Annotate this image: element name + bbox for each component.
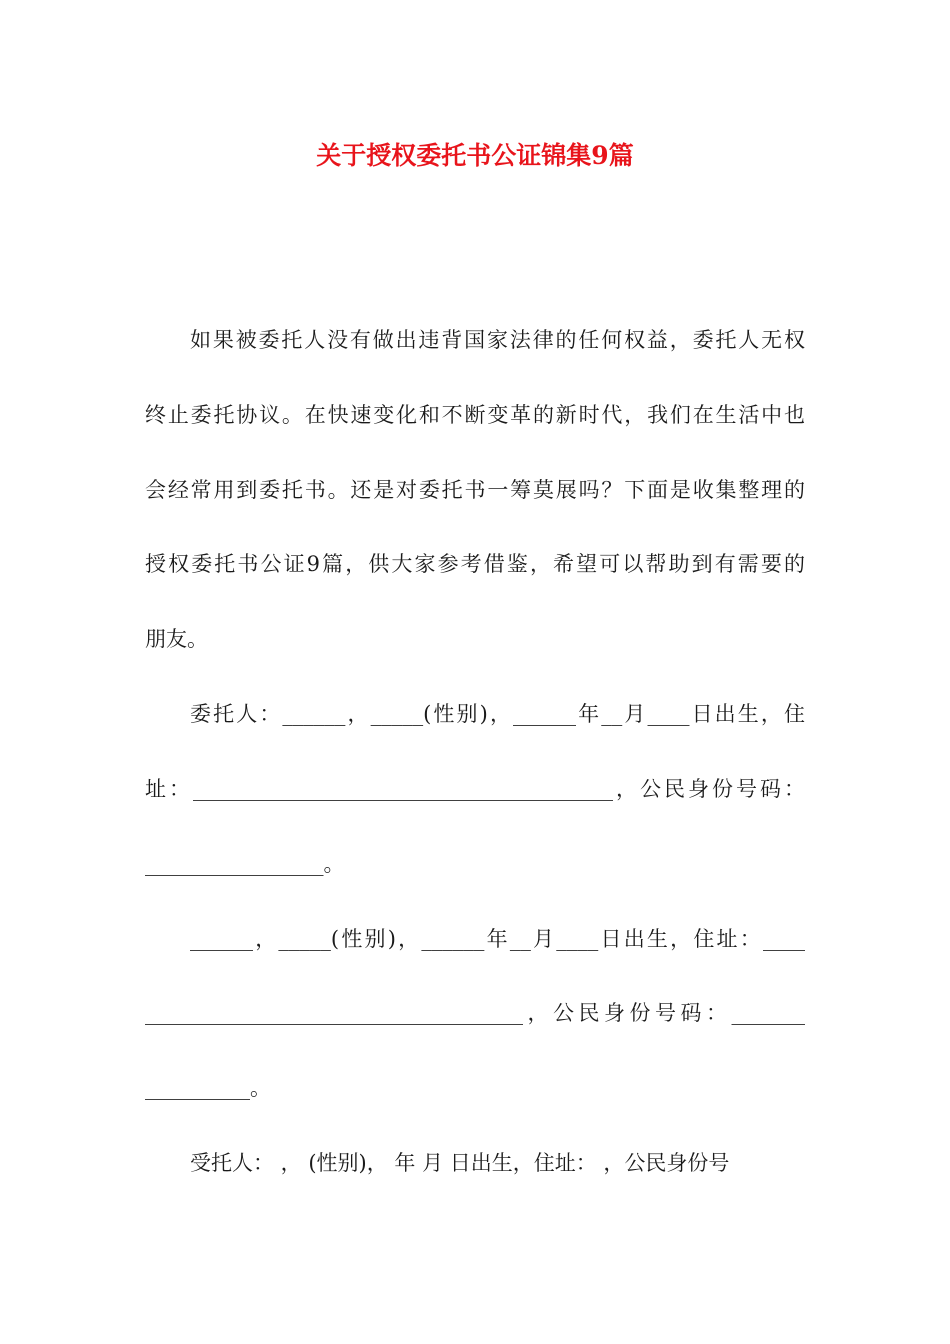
- form-line-principal-id: _________________。: [145, 852, 345, 876]
- form-line-principal: 委托人：______，_____(性别)，______年__月____日出生，住: [190, 702, 805, 726]
- paragraph-line: 授权委托书公证9篇，供大家参考借鉴，希望可以帮助到有需要的: [145, 552, 805, 576]
- paragraph-line: 如果被委托人没有做出违背国家法律的任何权益，委托人无权: [190, 328, 805, 352]
- form-line-second-address: ____________________________________，公民身份号码：_______: [145, 1001, 805, 1025]
- form-line-second: ______，_____(性别)，______年__月____日出生，住址：____: [190, 927, 805, 951]
- form-line-principal-address: 址：________________________________________，公民身份号码：: [145, 777, 805, 801]
- document-title: 关于授权委托书公证锦集9篇: [316, 141, 634, 170]
- form-line-trustee: 受托人： ， (性别)， 年 月 日出生，住址： ，公民身份号: [190, 1151, 730, 1175]
- form-line-second-id: __________。: [145, 1076, 271, 1100]
- paragraph-line: 朋友。: [145, 627, 208, 651]
- paragraph-line: 终止委托协议。在快速变化和不断变革的新时代，我们在生活中也: [145, 403, 805, 427]
- paragraph-line: 会经常用到委托书。还是对委托书一筹莫展吗？下面是收集整理的: [145, 478, 805, 502]
